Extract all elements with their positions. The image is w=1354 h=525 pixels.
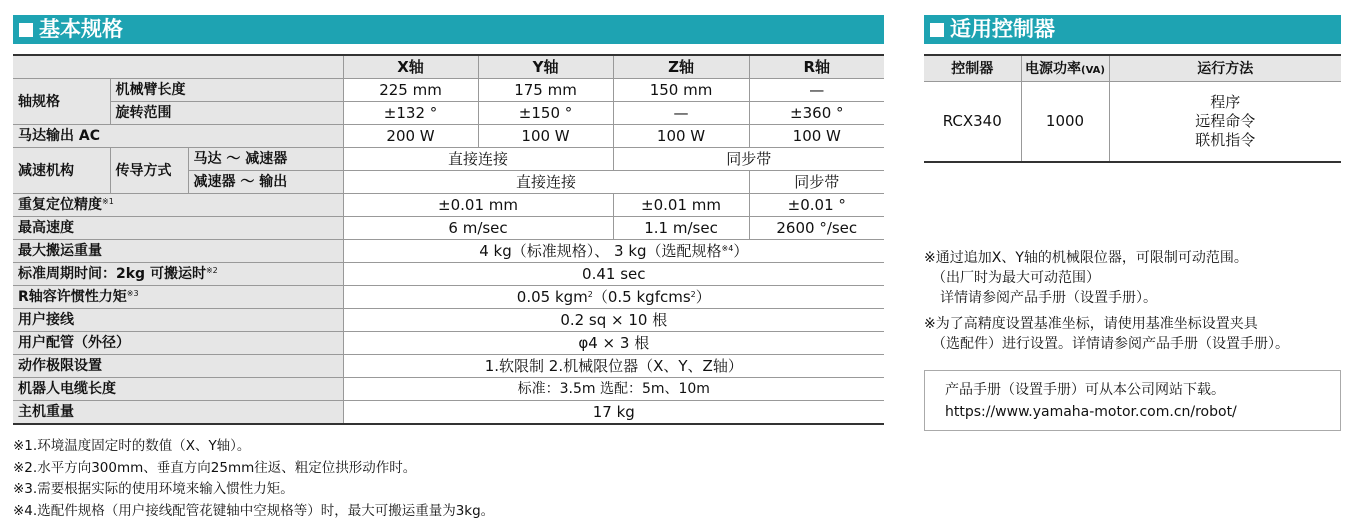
rotation-range-x: ±132 ° bbox=[343, 102, 478, 125]
weight-value: 17 kg bbox=[343, 401, 884, 425]
method-program: 程序 bbox=[1210, 93, 1241, 111]
rotation-range-y: ±150 ° bbox=[478, 102, 613, 125]
rotation-range-z: — bbox=[613, 102, 749, 125]
table-row bbox=[13, 79, 884, 102]
axis-spec-label: 轴规格 bbox=[13, 79, 110, 125]
table-row bbox=[13, 355, 884, 378]
manual-download-box bbox=[924, 370, 1341, 431]
footnote-2: ※2.水平方向300mm、垂直方向25mm往返、粗定位拱形动作时。 bbox=[13, 459, 417, 476]
rotation-range-r: ±360 ° bbox=[749, 102, 884, 125]
motor-output-x: 200 W bbox=[343, 125, 478, 148]
right-note-1-line-2: （出厂时为最大可动范围） bbox=[932, 270, 1100, 286]
controller-model: RCX340 bbox=[924, 82, 1021, 163]
method-header: 运行方法 bbox=[1109, 55, 1341, 82]
arm-length-label: 机械臂长度 bbox=[110, 79, 343, 102]
footnote-1: ※1.环境温度固定时的数值（X、Y轴）。 bbox=[13, 438, 251, 454]
controller-methods bbox=[1109, 82, 1341, 163]
header-z-axis: Z轴 bbox=[613, 55, 749, 79]
footnotes bbox=[13, 436, 494, 522]
arm-length-r: — bbox=[749, 79, 884, 102]
user-wiring-value: 0.2 sq × 10 根 bbox=[343, 309, 884, 332]
cycle-time-label: 标准周期时间：2kg 可搬运时 bbox=[18, 266, 206, 282]
controller-header-row bbox=[924, 55, 1341, 82]
right-note-1-line-3: 详情请参阅产品手册（设置手册）。 bbox=[940, 290, 1157, 306]
repeatability-label: 重复定位精度 bbox=[18, 197, 102, 213]
max-payload-value-end: ） bbox=[733, 241, 749, 260]
right-note-1-line-1: ※通过追加X、Y轴的机械限位器，可限制可动范围。 bbox=[924, 250, 1248, 266]
repeatability-z: ±0.01 mm bbox=[613, 194, 749, 217]
max-speed-z: 1.1 m/sec bbox=[613, 217, 749, 240]
max-speed-r: 2600 °/sec bbox=[749, 217, 884, 240]
motor-to-reducer-label: 马达 ～ 减速器 bbox=[188, 148, 343, 171]
spec-header-row bbox=[13, 55, 884, 79]
square-bullet-icon bbox=[19, 23, 33, 37]
table-row bbox=[13, 332, 884, 355]
method-online-command: 联机指令 bbox=[1195, 131, 1256, 149]
motor-output-label: 马达输出 AC bbox=[13, 125, 343, 148]
table-row bbox=[13, 125, 884, 148]
reducer-to-output-label: 减速器 ～ 输出 bbox=[188, 171, 343, 194]
max-payload-value: 4 kg（标准规格）、 3 kg（选配规格 bbox=[479, 241, 722, 260]
reducer-to-output-xyz: 直接连接 bbox=[343, 171, 749, 194]
r-inertia-label: R轴容许惯性力矩 bbox=[18, 289, 127, 305]
max-payload-cell bbox=[343, 240, 884, 263]
footnote-ref-1: ※1 bbox=[102, 197, 114, 206]
rotation-range-label: 旋转范围 bbox=[110, 102, 343, 125]
r-inertia-cell bbox=[343, 286, 884, 309]
reducer-label: 减速机构 bbox=[13, 148, 110, 194]
right-note-2-line-1: ※为了高精度设置基准坐标，请使用基准坐标设置夹具 bbox=[924, 316, 1258, 332]
controller-table bbox=[924, 54, 1341, 163]
spec-section-header bbox=[13, 15, 884, 44]
table-row bbox=[924, 82, 1341, 163]
footnote-3: ※3.需要根据实际的使用环境来输入惯性力矩。 bbox=[13, 481, 294, 497]
repeatability-label-cell bbox=[13, 194, 343, 217]
table-row bbox=[13, 217, 884, 240]
motor-to-reducer-zr: 同步带 bbox=[613, 148, 884, 171]
table-row bbox=[13, 148, 884, 171]
superscript-2b: 2 bbox=[690, 289, 696, 299]
cycle-time-label-cell bbox=[13, 263, 343, 286]
power-unit: (VA) bbox=[1081, 64, 1105, 76]
travel-limit-value: 1.软限制 2.机械限位器（X、Y、Z轴） bbox=[343, 355, 884, 378]
table-row bbox=[13, 378, 884, 401]
footnote-ref-4: ※4 bbox=[721, 243, 734, 253]
footnote-ref-3: ※3 bbox=[126, 289, 139, 298]
cable-length-value: 标准：3.5m 选配：5m、10m bbox=[343, 378, 884, 401]
footnote-4: ※4.选配件规格（用户接线配管花键轴中空规格等）时，最大可搬运重量为3kg。 bbox=[13, 502, 495, 519]
table-row bbox=[13, 102, 884, 125]
spec-title: 基本规格 bbox=[39, 17, 123, 41]
header-x-axis: X轴 bbox=[343, 55, 478, 79]
transmission-label: 传导方式 bbox=[110, 148, 188, 194]
r-inertia-value-1: 0.05 kgm bbox=[516, 287, 588, 306]
arm-length-y: 175 mm bbox=[478, 79, 613, 102]
table-row bbox=[13, 286, 884, 309]
repeatability-r: ±0.01 ° bbox=[749, 194, 884, 217]
arm-length-z: 150 mm bbox=[613, 79, 749, 102]
controller-power: 1000 bbox=[1021, 82, 1109, 163]
controller-header: 控制器 bbox=[924, 55, 1021, 82]
table-row bbox=[13, 240, 884, 263]
arm-length-x: 225 mm bbox=[343, 79, 478, 102]
reducer-to-output-r: 同步带 bbox=[749, 171, 884, 194]
motor-output-z: 100 W bbox=[613, 125, 749, 148]
motor-to-reducer-xy: 直接连接 bbox=[343, 148, 613, 171]
motor-output-y: 100 W bbox=[478, 125, 613, 148]
r-inertia-label-cell bbox=[13, 286, 343, 309]
max-speed-label: 最高速度 bbox=[13, 217, 343, 240]
user-tubing-label: 用户配管（外径） bbox=[13, 332, 343, 355]
power-header: 电源功率 bbox=[1025, 60, 1082, 77]
table-row bbox=[13, 401, 884, 425]
superscript-2: 2 bbox=[587, 289, 593, 299]
spec-table bbox=[13, 54, 884, 425]
header-y-axis: Y轴 bbox=[478, 55, 613, 79]
manual-download-text: 产品手册（设置手册）可从本公司网站下载。 bbox=[945, 382, 1225, 398]
table-row bbox=[13, 263, 884, 286]
footnote-ref-2: ※2 bbox=[205, 266, 218, 275]
header-r-axis: R轴 bbox=[749, 55, 884, 79]
square-bullet-icon bbox=[930, 23, 944, 37]
r-inertia-value-3: ） bbox=[695, 287, 711, 306]
table-row bbox=[13, 194, 884, 217]
r-inertia-value-2: （0.5 kgfcms bbox=[592, 287, 691, 306]
controller-section-header bbox=[924, 15, 1341, 44]
user-tubing-value: φ4 × 3 根 bbox=[343, 332, 884, 355]
weight-label: 主机重量 bbox=[13, 401, 343, 425]
controller-title: 适用控制器 bbox=[950, 17, 1055, 41]
user-wiring-label: 用户接线 bbox=[13, 309, 343, 332]
table-row bbox=[13, 309, 884, 332]
blank-header-cell bbox=[13, 55, 343, 79]
power-header-cell bbox=[1021, 55, 1109, 82]
right-note-2-line-2: （选配件）进行设置。详情请参阅产品手册（设置手册）。 bbox=[932, 336, 1289, 352]
method-remote-command: 远程命令 bbox=[1195, 112, 1256, 130]
motor-output-r: 100 W bbox=[749, 125, 884, 148]
right-note-1 bbox=[924, 248, 1248, 308]
travel-limit-label: 动作极限设置 bbox=[13, 355, 343, 378]
max-payload-label: 最大搬运重量 bbox=[13, 240, 343, 263]
repeatability-xy: ±0.01 mm bbox=[343, 194, 613, 217]
right-note-2 bbox=[924, 314, 1289, 354]
website-url[interactable]: https://www.yamaha-motor.com.cn/robot/ bbox=[945, 404, 1237, 420]
max-speed-xy: 6 m/sec bbox=[343, 217, 613, 240]
cycle-time-value: 0.41 sec bbox=[343, 263, 884, 286]
cable-length-label: 机器人电缆长度 bbox=[13, 378, 343, 401]
